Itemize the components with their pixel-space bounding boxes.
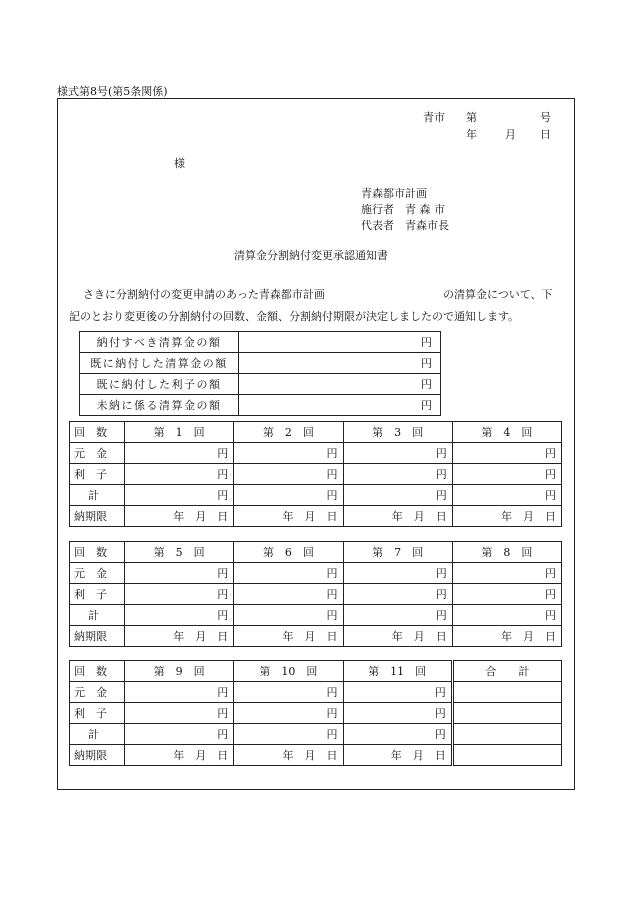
amount-field[interactable]: 円 [234, 724, 343, 745]
amount-field[interactable]: 円 [343, 703, 452, 724]
date-month: 月 [505, 128, 516, 141]
table-row [70, 584, 562, 605]
amount-field[interactable]: 円 [125, 464, 234, 485]
date-field[interactable]: 年 月 日 [452, 506, 561, 527]
table-row [70, 422, 562, 443]
body-line-1b: の清算金について、下 [443, 288, 553, 301]
body-line-2: 記のとおり変更後の分割納付の回数、金額、分割納付期限が決定しましたので通知します。 [69, 310, 520, 323]
installment-header: 第 10 回 [234, 661, 343, 682]
amount-field[interactable]: 円 [452, 584, 561, 605]
row-label-deadline: 納期限 [70, 626, 125, 647]
table-row [70, 485, 562, 506]
installment-table-2 [69, 541, 562, 647]
table-row [70, 464, 562, 485]
amount-field[interactable]: 円 [234, 563, 343, 584]
amount-field[interactable]: 円 [452, 443, 561, 464]
summary-row [80, 353, 441, 374]
representative-name: 青森市長 [405, 219, 449, 232]
installment-header: 第 5 回 [125, 542, 234, 563]
date-field[interactable]: 年 月 日 [234, 626, 343, 647]
summary-label: 納付すべき清算金の額 [80, 332, 239, 353]
amount-field[interactable]: 円 [125, 485, 234, 506]
grand-total-field[interactable] [452, 703, 561, 724]
installment-header: 第 7 回 [343, 542, 452, 563]
date-field[interactable]: 年 月 日 [125, 626, 234, 647]
row-label-count: 回 数 [70, 661, 125, 682]
date-field[interactable]: 年 月 日 [234, 745, 343, 766]
table-row [70, 563, 562, 584]
amount-field[interactable]: 円 [234, 682, 343, 703]
row-label-principal: 元 金 [70, 443, 125, 464]
executor-name: 青 森 市 [405, 203, 445, 216]
table-row [70, 626, 562, 647]
city-prefix: 青市 [423, 111, 445, 124]
installment-table-3 [69, 660, 562, 766]
amount-field[interactable]: 円 [234, 485, 343, 506]
summary-label: 未納に係る清算金の額 [80, 395, 239, 416]
row-label-interest: 利 子 [70, 584, 125, 605]
amount-field[interactable]: 円 [452, 485, 561, 506]
amount-field[interactable]: 円 [125, 563, 234, 584]
summary-amount-field[interactable]: 円 [239, 374, 441, 395]
summary-label: 既に納付した利子の額 [80, 374, 239, 395]
summary-row [80, 395, 441, 416]
date-field[interactable]: 年 月 日 [125, 745, 234, 766]
date-field[interactable]: 年 月 日 [343, 506, 452, 527]
installment-header: 第 2 回 [234, 422, 343, 443]
amount-field[interactable]: 円 [125, 724, 234, 745]
date-field[interactable]: 年 月 日 [125, 506, 234, 527]
installment-header: 第 11 回 [343, 661, 452, 682]
installment-header: 第 8 回 [452, 542, 561, 563]
table-row [70, 605, 562, 626]
table-row [70, 745, 562, 766]
table-row [70, 703, 562, 724]
number-go: 号 [540, 111, 551, 124]
installment-header: 第 1 回 [125, 422, 234, 443]
installment-header: 第 6 回 [234, 542, 343, 563]
amount-field[interactable]: 円 [343, 485, 452, 506]
row-label-deadline: 納期限 [70, 506, 125, 527]
summary-label: 既に納付した清算金の額 [80, 353, 239, 374]
addressee-suffix: 様 [174, 157, 185, 170]
table-row [70, 682, 562, 703]
amount-field[interactable]: 円 [452, 563, 561, 584]
row-label-principal: 元 金 [70, 682, 125, 703]
installment-header: 第 4 回 [452, 422, 561, 443]
grand-total-field[interactable] [452, 745, 561, 766]
amount-field[interactable]: 円 [125, 682, 234, 703]
amount-field[interactable]: 円 [343, 443, 452, 464]
summary-amount-field[interactable]: 円 [239, 332, 441, 353]
table-row [70, 506, 562, 527]
installment-table-1 [69, 421, 562, 527]
executor-label: 施行者 [361, 203, 394, 216]
amount-field[interactable]: 円 [234, 464, 343, 485]
amount-field[interactable]: 円 [125, 443, 234, 464]
representative-label: 代表者 [361, 219, 394, 232]
amount-field[interactable]: 円 [343, 584, 452, 605]
amount-field[interactable]: 円 [234, 584, 343, 605]
table-row [70, 661, 562, 682]
amount-field[interactable]: 円 [125, 703, 234, 724]
body-line-1a: さきに分割納付の変更申請のあった青森都市計画 [83, 288, 325, 301]
amount-field[interactable]: 円 [125, 584, 234, 605]
table-row [70, 724, 562, 745]
row-label-principal: 元 金 [70, 563, 125, 584]
grand-total-field[interactable] [452, 724, 561, 745]
amount-field[interactable]: 円 [452, 464, 561, 485]
date-year: 年 [466, 128, 477, 141]
summary-row [80, 332, 441, 353]
row-label-interest: 利 子 [70, 703, 125, 724]
amount-field[interactable]: 円 [452, 605, 561, 626]
date-field[interactable]: 年 月 日 [343, 745, 452, 766]
table-row [70, 443, 562, 464]
date-field[interactable]: 年 月 日 [452, 626, 561, 647]
document-title: 清算金分割納付変更承認通知書 [234, 249, 388, 262]
row-label-count: 回 数 [70, 422, 125, 443]
form-number-label: 様式第8号(第5条関係) [57, 85, 168, 98]
amount-field[interactable]: 円 [234, 605, 343, 626]
row-label-count: 回 数 [70, 542, 125, 563]
summary-row [80, 374, 441, 395]
row-label-total: 計 [70, 605, 125, 626]
row-label-total: 計 [70, 485, 125, 506]
row-label-interest: 利 子 [70, 464, 125, 485]
row-label-total: 計 [70, 724, 125, 745]
summary-amount-field[interactable]: 円 [239, 395, 441, 416]
date-field[interactable]: 年 月 日 [234, 506, 343, 527]
summary-table [79, 331, 441, 416]
issuer-plan: 青森都市計画 [361, 187, 427, 200]
amount-field[interactable]: 円 [125, 605, 234, 626]
number-dai: 第 [466, 111, 477, 124]
row-label-deadline: 納期限 [70, 745, 125, 766]
date-day: 日 [540, 128, 551, 141]
grand-total-header: 合 計 [452, 661, 561, 682]
amount-field[interactable]: 円 [343, 682, 452, 703]
amount-field[interactable]: 円 [343, 605, 452, 626]
installment-header: 第 9 回 [125, 661, 234, 682]
grand-total-field[interactable] [452, 682, 561, 703]
summary-amount-field[interactable]: 円 [239, 353, 441, 374]
installment-header: 第 3 回 [343, 422, 452, 443]
date-field[interactable]: 年 月 日 [343, 626, 452, 647]
amount-field[interactable]: 円 [234, 703, 343, 724]
amount-field[interactable]: 円 [343, 724, 452, 745]
amount-field[interactable]: 円 [234, 443, 343, 464]
amount-field[interactable]: 円 [343, 563, 452, 584]
table-row [70, 542, 562, 563]
amount-field[interactable]: 円 [343, 464, 452, 485]
